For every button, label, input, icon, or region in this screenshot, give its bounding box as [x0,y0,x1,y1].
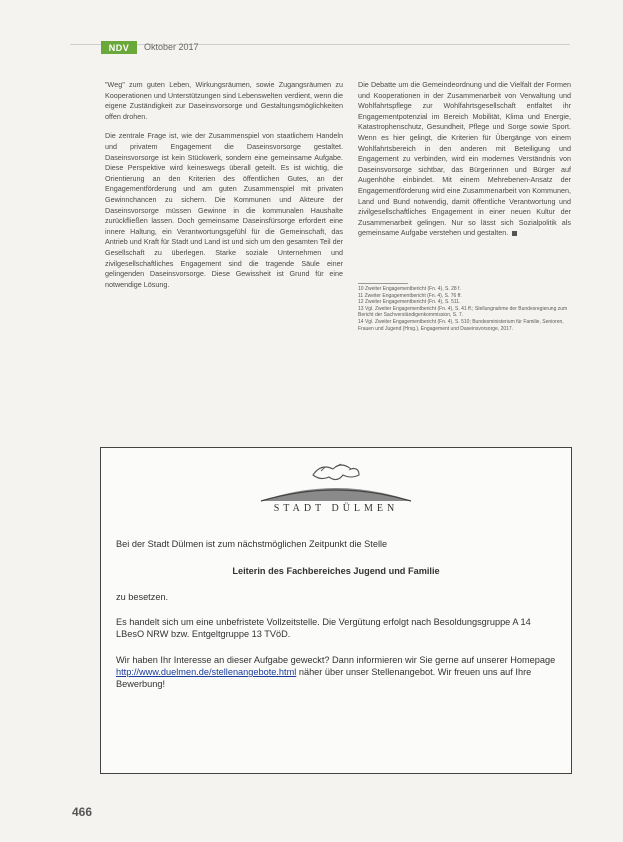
issue-date: Oktober 2017 [144,42,199,52]
ad-homepage-link[interactable]: http://www.duelmen.de/stellenangebote.html [116,667,297,678]
footnote: 10 Zweiter Engagementbericht (Fn. 4), S. 28 f. [358,286,461,292]
article-end-mark [512,231,517,236]
right-column [358,80,571,248]
footnote: 13 Vgl. Zweiter Engagementbericht (Fn. 4), S. 41 ff.; Stellungnahme der Bundesregierung zum Bericht der Sachverständigenkommission, S. 7. [358,305,568,319]
footnote: 11 Zweiter Engagementbericht (Fn. 4), S. 76 ff. [358,292,462,299]
city-emblem-icon [251,457,421,503]
journal-badge: NDV [101,41,137,54]
footnote-rule [358,283,408,284]
city-name: STADT DÜLMEN [273,503,399,514]
footnotes [358,286,571,332]
page-number: 466 [72,805,93,819]
job-advertisement [100,447,572,774]
ad-fill-line: zu besetzen. [116,592,169,602]
city-logo [251,457,421,517]
ad-terms: Es handelt sich um eine unbefristete Vollzeitstelle. Die Vergütung erfolgt nach Besoldungsgruppe A 14 LBesO NRW bzw. Entgeltgruppe 13 TVöD. [116,617,531,640]
ad-position-title: Leiterin des Fachbereiches Jugend und Familie [232,566,440,576]
left-paragraph-1: "Weg" zum guten Leben, Wirkungsräumen, sowie Zugangsräumen zu Kooperationen und Unterstützungen sind Lebenswelten verdient, wenn die eigene Zuständigkeit zur Daseinsvorsorge und Gestaltungsmöglichkeiten offen drohen. [105,80,343,121]
footnote: 14 Vgl. Zweiter Engagementbericht (Fn. 4), S. 510; Bundesministerium für Familie, Senioren, Frauen und Jugend (Hrsg.), Engagement und Daseinsvorsorge, 2017. [358,318,564,332]
ad-invitation: Wir haben Ihr Interesse an dieser Aufgabe geweckt? Dann informieren wir Sie gerne auf unserer Homepage http://www.duelmen.de/stellenangebote.html näher über unser Stellenangebot. Wir freuen uns auf Ihre Bewerbung! [116,655,556,690]
footnote: 12 Zweiter Engagementbericht (Fn. 4), S. 511. [358,299,461,306]
left-paragraph-2: Die zentrale Frage ist, wie der Zusammenspiel von staatlichem Handeln und privatem Engagement die Daseinsvorsorge gestaltet. Daseinsvorsorge ist kein Stückwerk, sondern eine gemeinsame Aufgabe. Diese Perspektive wird keineswegs überall geteilt. Es ist wichtig, die Orientierung an den Kriterien des öffentlichen Gutes, an der Engagementförderung und am guten Zusammenspiel mit privaten Gewinnchancen zu sichern. Die Kommunen und Akteure der Daseinsvorsorge müssen Gewinne in die kommunalen Haushalte zurückfließen lassen. Doch gemeinsame Daseinsfürsorge erfordert eine innere Haltung, ein Verantwortungsgefühl für die Gemeinschaft, das Antrieb und Kraft für Stadt und Land ist und sich um den gesamten Teil der Gesellschaft zu überlegen. Starke soziale Unternehmen und zivilgesellschaftliches Engagement sind die tragende Säule einer gelingenden Daseinsvorsorge. Diese Gewissheit ist Grund für eine notwendige Lösung. [105,131,343,289]
left-column [105,80,343,299]
right-paragraph-1: Die Debatte um die Gemeindeordnung und die Vielfalt der Formen und Kooperationen in der Zusammenarbeit von Verwaltung und Wohlfahrtspflege zur Wohlfahrtsgesellschaft entfaltet ihr Engagementpotenzial im Bereich Mobilität, Klima und Energie, Katastrophenschutz, Gesundheit, Pflege und Sorge sowie Sport. Wenn es hier gelingt, die Kriterien für Übergänge von einem Wohlfahrtsbereich in den anderen mit Beteiligung und Engagement zu verbinden, wird ein modernes Verständnis von Daseinsvorsorge sichtbar, das Bürgerinnen und Bürger auf Augenhöhe einbindet. Mit einem Mehrebenen-Ansatz der Engagementförderung wird eine Zusammenarbeit von Kommunen, Land und Bund notwendig, damit öffentliche Verantwortung und zivilgesellschaftliches Engagement in einer neuen Kultur der Zusammenarbeit gelingen. Nur so lässt sich Sozialpolitik als gemeinsame Aufgabe verstehen und gestalten. [358,80,571,238]
ad-intro: Bei der Stadt Dülmen ist zum nächstmöglichen Zeitpunkt die Stelle [116,539,388,549]
